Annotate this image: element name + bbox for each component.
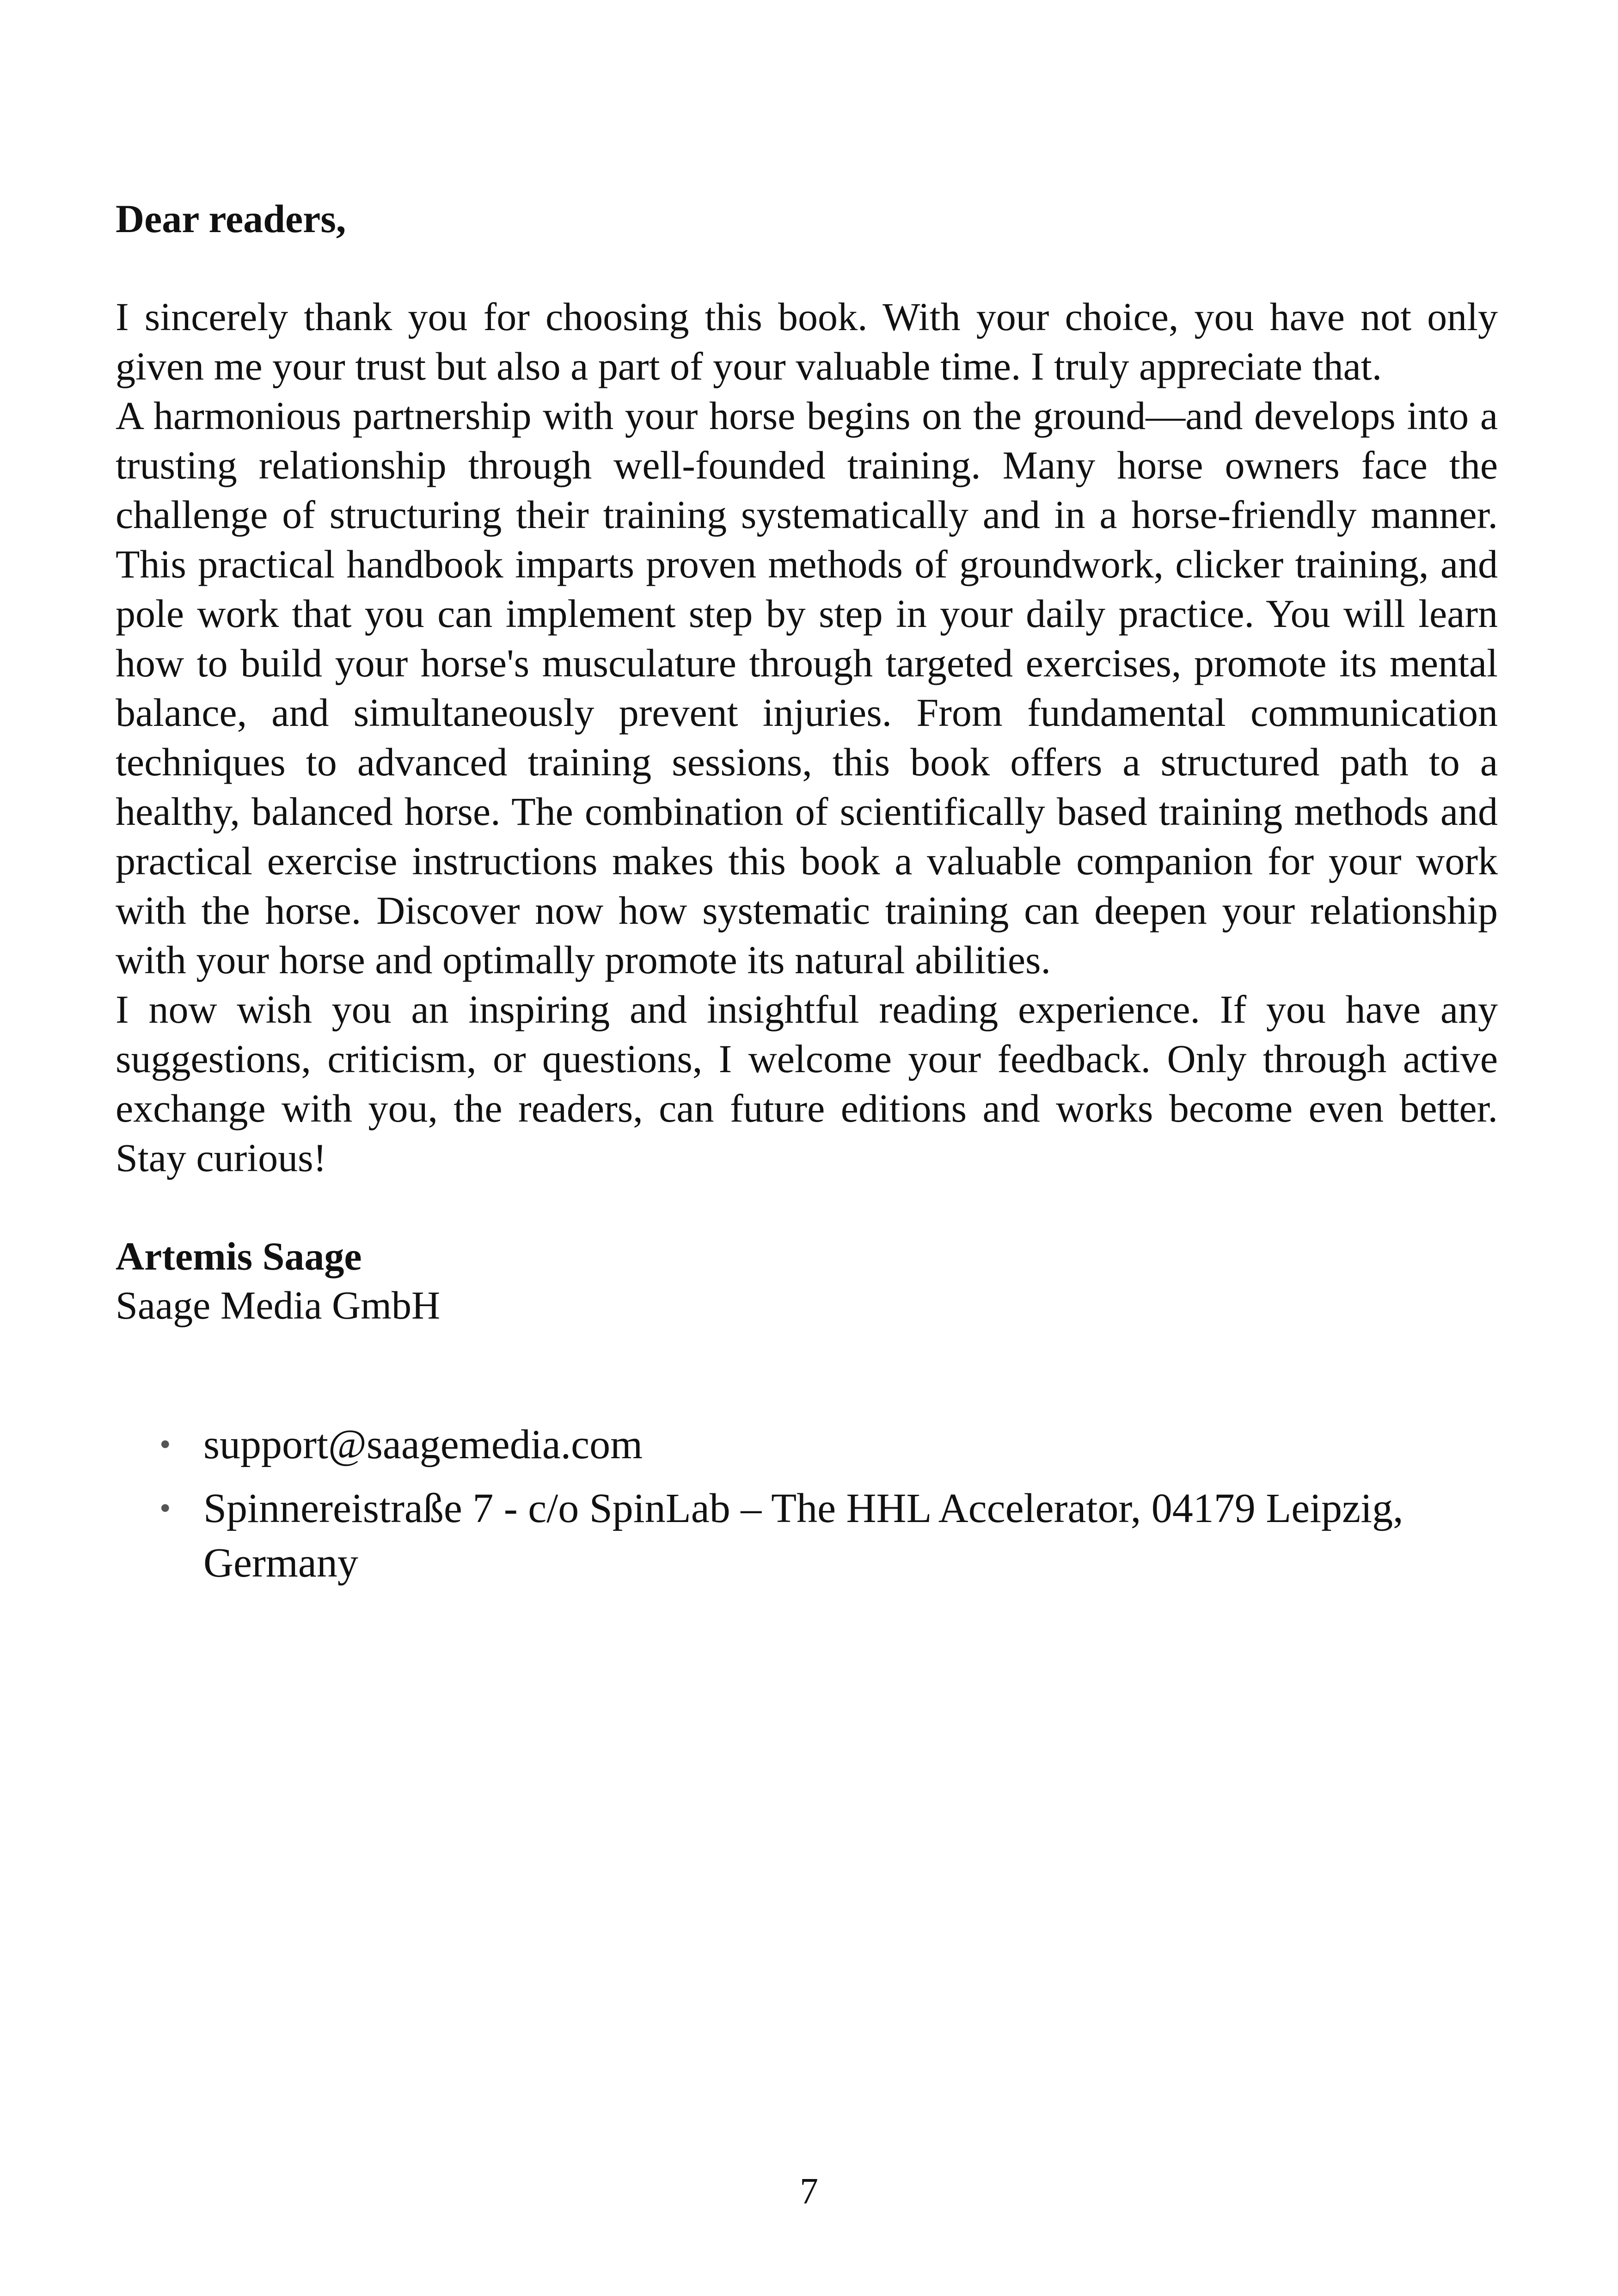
contact-item-email xyxy=(159,1418,1498,1472)
salutation: Dear readers, xyxy=(116,196,346,241)
paragraph-book-description: A harmonious partnership with your horse begins on the ground—and develops into a trusting relationship through well-founded training. Many horse owners face the challenge of structuring their training systematically and in a horse-friendly manner. This practical handbook imparts proven methods of groundwork, clicker training, and pole work that you can implement step by step in your daily practice. You will learn how to build your horse's musculature through targeted exercises, promote its mental balance, and simultaneously prevent injuries. From fundamental communication techniques to advanced training sessions, this book offers a structured path to a healthy, balanced horse. The combination of scientifically based training methods and practical exercise instructions makes this book a valuable companion for your work with the horse. Discover now how systematic training can deepen your relationship with your horse and optimally promote its natural abilities. xyxy=(116,393,1498,982)
paragraph-closing: I now wish you an inspiring and insightful reading experience. If you have any suggestions, criticism, or questions, I welcome your feedback. Only through active exchange with you, the readers, can future editions and works become even better. Stay curious! xyxy=(116,987,1498,1180)
bullet-dot-icon: • xyxy=(159,1427,171,1462)
signature-block xyxy=(116,1232,1498,1330)
page-number: 7 xyxy=(800,2171,818,2212)
bullet-dot-icon: • xyxy=(159,1491,171,1526)
company-name: Saage Media GmbH xyxy=(116,1283,441,1327)
contact-email: support@saagemedia.com xyxy=(203,1422,643,1467)
contact-address: Spinnereistraße 7 - c/o SpinLab – The HHL Accelerator, 04179 Leipzig, Germany xyxy=(203,1486,1403,1586)
author-name: Artemis Saage xyxy=(116,1234,362,1278)
contact-list xyxy=(116,1418,1498,1590)
contact-item-address xyxy=(159,1481,1498,1590)
paragraph-thanks: I sincerely thank you for choosing this book. With your choice, you have not only given me your trust but also a part of your valuable time. I truly appreciate that. xyxy=(116,295,1498,388)
letter-body xyxy=(116,194,1498,1600)
